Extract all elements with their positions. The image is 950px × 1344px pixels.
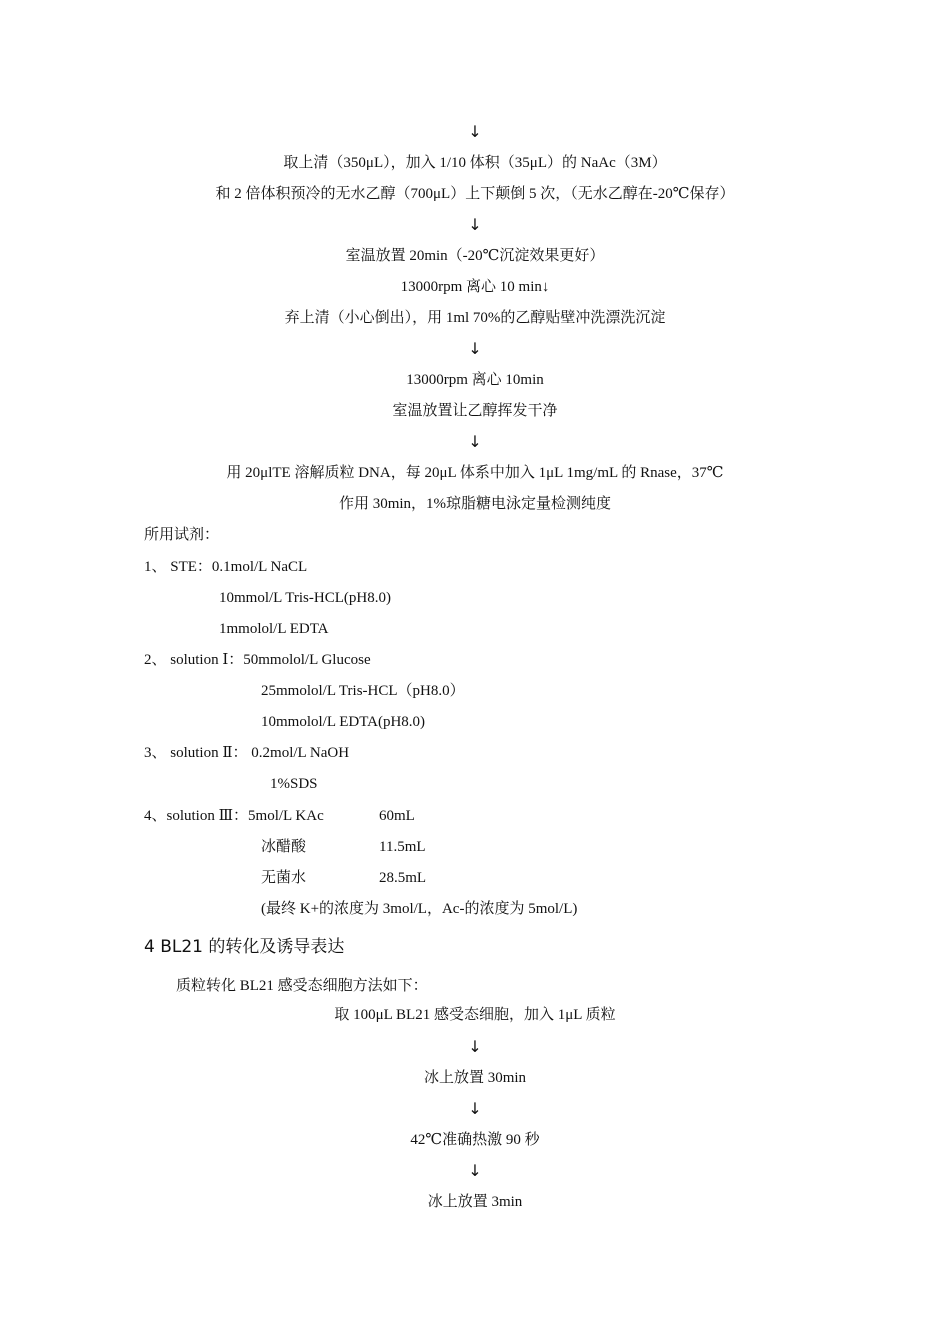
flow-step-text: 室温放置 20min（-20℃沉淀效果更好） xyxy=(345,248,605,264)
reagent-volume: 28.5mL xyxy=(379,870,427,886)
flow-step-text: 作用 30min，1%琼脂糖电泳定量检测纯度 xyxy=(338,496,612,512)
reagent-note: (最终 K+的浓度为 3mol/L，Ac-的浓度为 5mol/L) xyxy=(261,901,578,917)
reagent-component: 无菌水 xyxy=(261,870,307,886)
flow-step-text: 13000rpm 离心 10 min↓ xyxy=(400,279,550,295)
flow-step-text: 13000rpm 离心 10min xyxy=(406,372,544,388)
flow-arrow: ↓ xyxy=(468,1099,482,1118)
reagent-item-label: 3、 solution Ⅱ： 0.2mol/L NaOH xyxy=(144,745,350,761)
flow-step-text: 取 100μL BL21 感受态细胞，加入 1μL 质粒 xyxy=(334,1007,616,1023)
flow-step-text: 取上清（350μL），加入 1/10 体积（35μL）的 NaAc（3M） xyxy=(283,155,667,171)
reagent-item-line: 1mmolol/L EDTA xyxy=(219,621,329,637)
flow-arrow: ↓ xyxy=(468,215,482,234)
flow-arrow: ↓ xyxy=(468,1161,482,1180)
flow-step-text: 冰上放置 3min xyxy=(427,1194,523,1210)
flow-step-text: 42℃准确热激 90 秒 xyxy=(410,1132,540,1148)
reagent-item-line: 25mmolol/L Tris-HCL（pH8.0） xyxy=(261,683,465,699)
reagent-item-label: 2、 solution Ⅰ：50mmolol/L Glucose xyxy=(144,652,371,668)
reagent-volume: 60mL xyxy=(379,808,415,824)
reagent-item-label: 4、solution Ⅲ：5mol/L KAc xyxy=(144,808,324,824)
flow-step-text: 弃上清（小心倒出），用 1ml 70%的乙醇贴壁冲洗漂洗沉淀 xyxy=(284,310,666,326)
reagent-volume: 11.5mL xyxy=(379,839,426,855)
flow-arrow: ↓ xyxy=(468,1037,482,1056)
flow-step-text: 冰上放置 30min xyxy=(423,1070,527,1086)
reagents-title: 所用试剂： xyxy=(144,527,220,543)
section-heading: 4 BL21 的转化及诱导表达 xyxy=(144,937,345,957)
section-intro: 质粒转化 BL21 感受态细胞方法如下： xyxy=(176,978,428,994)
reagent-item-label: 1、 STE：0.1mol/L NaCL xyxy=(144,559,308,575)
reagent-item-line: 10mmolol/L EDTA(pH8.0) xyxy=(261,714,426,730)
flow-step-text: 和 2 倍体积预冷的无水乙醇（700μL）上下颠倒 5 次，（无水乙醇在-20℃保存） xyxy=(215,186,735,202)
flow-arrow: ↓ xyxy=(468,339,482,358)
flow-arrow: ↓ xyxy=(468,432,482,451)
reagent-item-line: 1%SDS xyxy=(270,776,318,792)
reagent-component: 冰醋酸 xyxy=(261,839,307,855)
reagent-item-line: 10mmol/L Tris-HCL(pH8.0) xyxy=(219,590,391,606)
flow-arrow: ↓ xyxy=(468,122,482,141)
flow-step-text: 室温放置让乙醇挥发干净 xyxy=(392,403,558,419)
flow-step-text: 用 20μlTE 溶解质粒 DNA，每 20μL 体系中加入 1μL 1mg/mL 的 Rnase，37℃ xyxy=(226,465,724,481)
